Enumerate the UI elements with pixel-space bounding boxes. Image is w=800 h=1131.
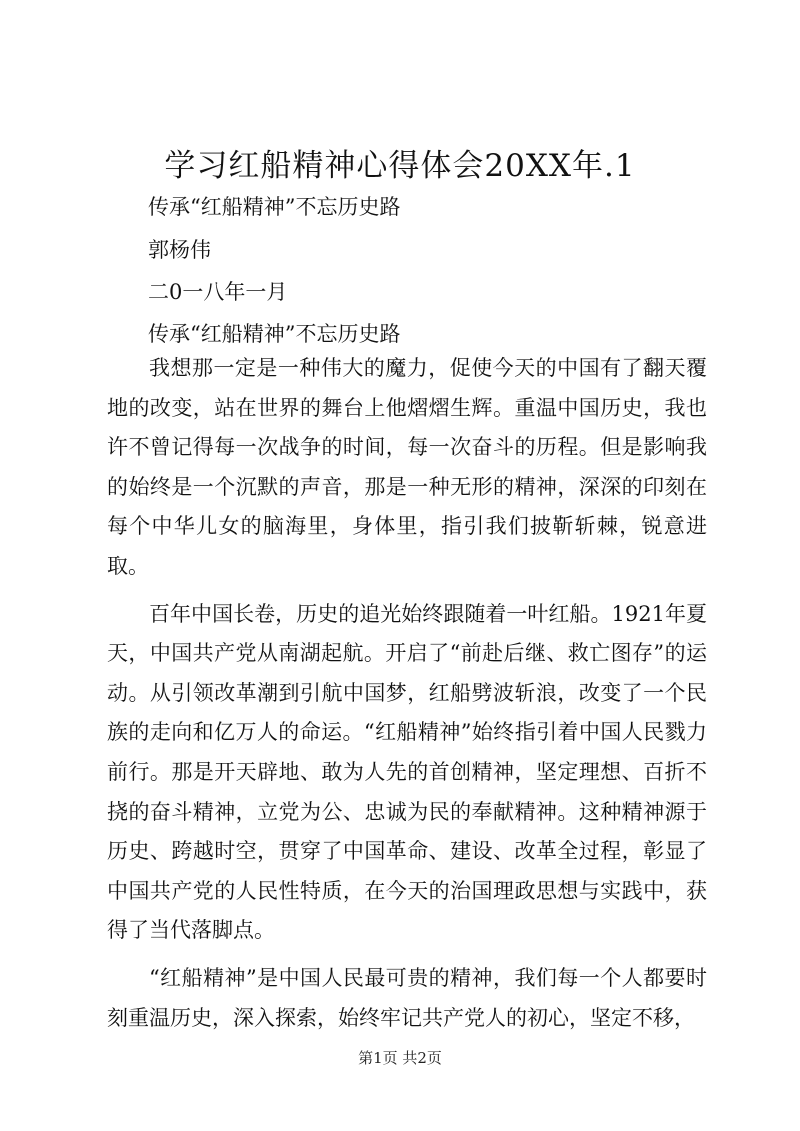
document-date: 二0一八年一月 — [148, 280, 288, 304]
body-paragraph: 我想那一定是一种伟大的魔力，促使今天的中国有了翻天覆地的改变，站在世界的舞台上他熠熠生辉。重温中国历史，我也许不曾记得每一次战争的时间，每一次奋斗的历程。但是影响我的始终是一个沉默的声音，那是一种无形的精神，深深的印刻在每个中华儿女的脑海里，身体里，指引我们披靳斩棘，锐意进取。 — [107, 356, 707, 578]
body-paragraph: “红船精神”是中国人民最可贵的精神，我们每一个人都要时刻重温历史，深入探索，始终牢记共产党人的初心，坚定不移， — [107, 965, 707, 1030]
document-subtitle: 传承“红船精神”不忘历史路 — [148, 195, 401, 219]
page-footer: 第1页 共2页 — [358, 1049, 442, 1067]
document-body — [107, 349, 707, 1038]
document-author: 郭杨伟 — [148, 238, 211, 262]
section-heading: 传承“红船精神”不忘历史路 — [148, 322, 401, 346]
document-title: 学习红船精神心得体会20XX年.1 — [164, 148, 636, 184]
body-paragraph: 百年中国长卷，历史的追光始终跟随着一叶红船。1921年夏天，中国共产党从南湖起航。开启了“前赴后继、救亡图存”的运动。从引领改革潮到引航中国梦，红船劈波斩浪，改变了一个民族的走向和亿万人的命运。“红船精神”始终指引着中国人民戮力前行。那是开天辟地、敢为人先的首创精神，坚定理想、百折不挠的奋斗精神，立党为公、忠诚为民的奉献精神。这种精神源于历史、跨越时空，贯穿了中国革命、建设、改革全过程，彰显了中国共产党的人民性特质，在今天的治国理政思想与实践中，获得了当代落脚点。 — [107, 601, 707, 943]
